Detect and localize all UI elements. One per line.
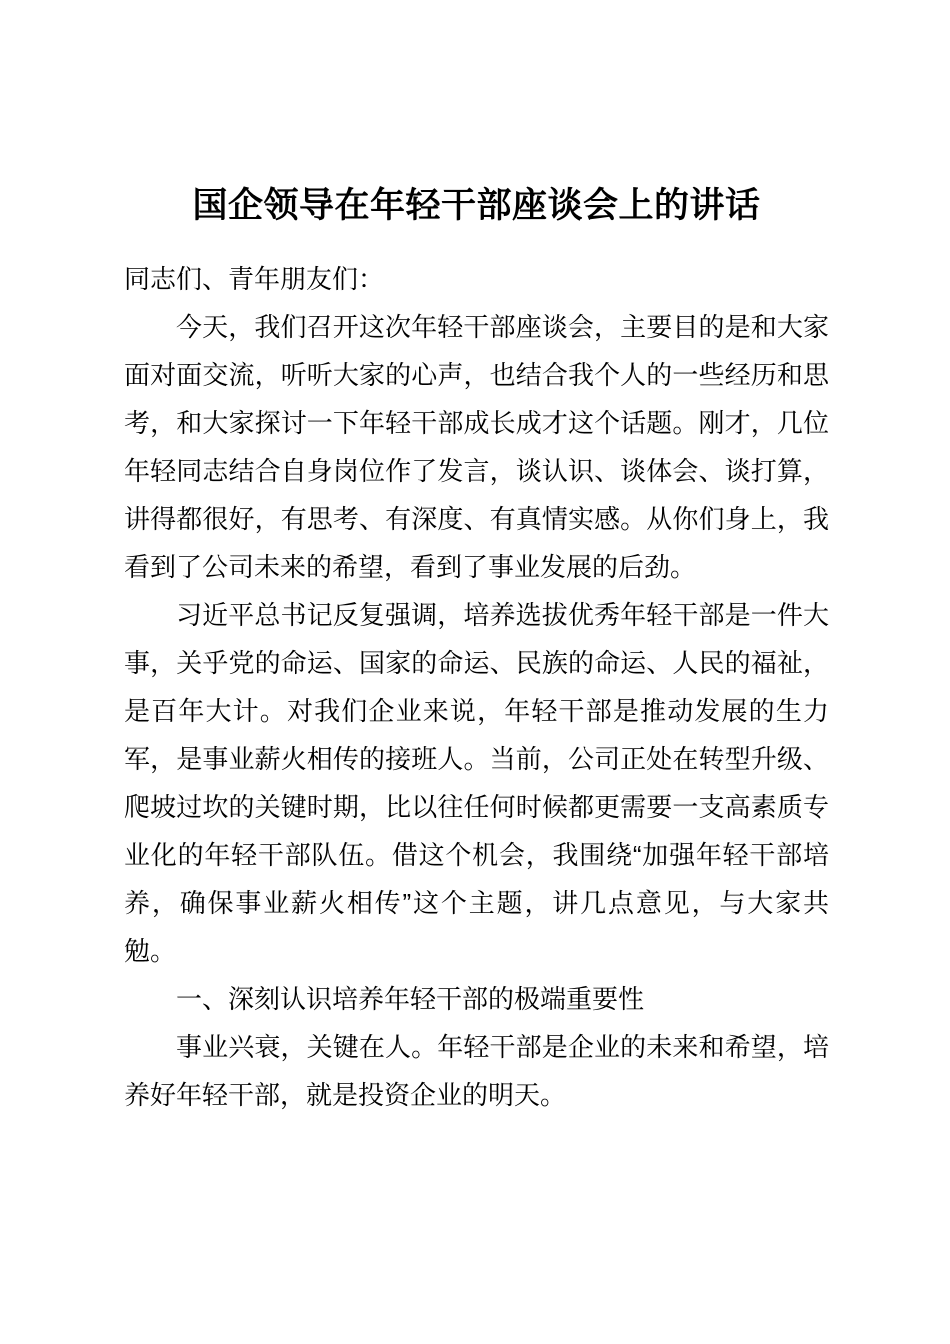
paragraph-closing: 事业兴衰，关键在人。年轻干部是企业的未来和希望，培养好年轻干部，就是投资企业的明天。 <box>124 1032 829 1110</box>
paragraph-opening: 今天，我们召开这次年轻干部座谈会，主要目的是和大家面对面交流，听听大家的心声，也结合我个人的一些经历和思考，和大家探讨一下年轻干部成长成才这个话题。刚才，几位年轻同志结合自身岗位作了发言，谈认识、谈体会、谈打算，讲得都很好，有思考、有深度、有真情实感。从你们身上，我看到了公司未来的希望，看到了事业发展的后劲。 <box>124 312 829 582</box>
salutation-line: 同志们、青年朋友们： <box>124 264 385 294</box>
document-title: 国企领导在年轻干部座谈会上的讲话 <box>192 186 761 225</box>
section-heading-1: 一、深刻认识培养年轻干部的极端重要性 <box>176 984 645 1014</box>
paragraph-quote-theme: 习近平总书记反复强调，培养选拔优秀年轻干部是一件大事，关乎党的命运、国家的命运、民族的命运、人民的福祉，是百年大计。对我们企业来说，年轻干部是推动发展的生力军，是事业薪火相传的接班人。当前，公司正处在转型升级、爬坡过坎的关键时期，比以往任何时候都更需要一支高素质专业化的年轻干部队伍。借这个机会，我围绕“加强年轻干部培养，确保事业薪火相传”这个主题，讲几点意见，与大家共勉。 <box>124 600 829 966</box>
document-body <box>124 255 829 1119</box>
